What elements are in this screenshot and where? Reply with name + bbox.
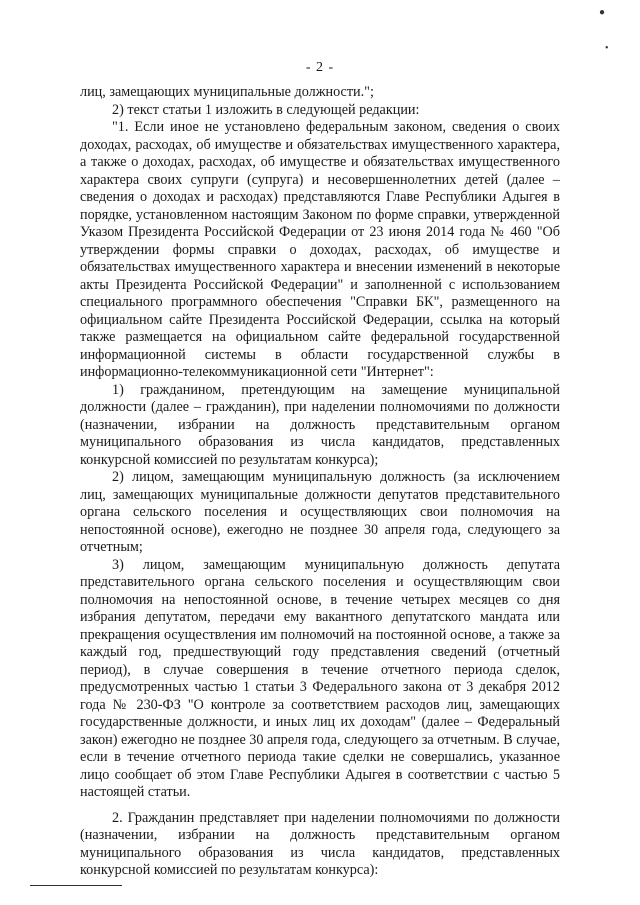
paragraph-article-1-part-2: 2. Гражданин представляет при наделении полномочиями по должности (назначении, избрании на должность представительным органом муниципального образования из числа кандидатов, представленных конкурсной комиссией по результатам конкурса):	[80, 809, 560, 878]
paragraph-subitem-2: 2) лицом, замещающим муниципальную должность (за исключением лиц, замещающих муниципальные должности депутатов представительного органа сельского поселения и осуществляющих свои полномочия на непостоянной основе), ежегодно не позднее 30 апреля года, следующего за отчетным;	[80, 469, 560, 555]
document-body	[80, 84, 560, 880]
scan-mark: ●	[599, 7, 606, 18]
paragraph-continuation: лиц, замещающих муниципальные должности.";	[80, 84, 374, 100]
scan-mark: •	[605, 43, 609, 54]
footnote-divider	[30, 885, 122, 886]
paragraph-article-1-part-1: "1. Если иное не установлено федеральным законом, сведения о своих доходах, расходах, об имуществе и обязательствах имущественного характера, а также о доходах, расходах, об имуществе и обязательствах имущественного характера своих супруги (супруга) и несовершеннолетних детей (далее – сведения о доходах и расходах) представляются Главе Республики Адыгея в порядке, установленном настоящим Законом по форме справки, утвержденной Указом Президента Российской Федерации от 23 июня 2014 года № 460 "Об утверждении формы справки о доходах, расходах, об имуществе и обязательствах имущественного характера и внесении изменений в некоторые акты Президента Российской Федерации" и заполненной с использованием специального программного обеспечения "Справки БК", размещенного на официальном сайте Президента Российской Федерации, ссылка на который также размещается на официальном сайте федеральной государственной информационной системы в области государственной службы в информационно-телекоммуникационной сети "Интернет":	[80, 119, 560, 380]
paragraph-item-2: 2) текст статьи 1 изложить в следующей редакции:	[112, 101, 420, 118]
paragraph-subitem-3: 3) лицом, замещающим муниципальную должность депутата представительного органа сельского поселения и осуществляющим свои полномочия на непостоянной основе, в течение четырех месяцев со дня избрания депутатом, передачи ему вакантного депутатского мандата или прекращения осуществления им полномочий на постоянной основе, а также за каждый год, предшествующий году представления сведений (отчетный период), в случае совершения в течение отчетного периода сделок, предусмотренных частью 1 статьи 3 Федерального закона от 3 декабря 2012 года № 230-ФЗ "О контроле за соответствием расходов лиц, замещающих государственные должности, и иных лиц их доходам" (далее – Федеральный закон) ежегодно не позднее 30 апреля года, следующего за отчетным. В случае, если в течение отчетного периода такие сделки не совершались, указанное лицо сообщает об этом Главе Республики Адыгея в соответствии с частью 5 настоящей статьи.	[80, 556, 560, 800]
paragraph-subitem-1: 1) гражданином, претендующим на замещение муниципальной должности (далее – гражданин), при наделении полномочиями по должности (назначении, избрании на должность представительным органом муниципального образования из числа кандидатов, представленных конкурсной комиссией по результатам конкурса);	[80, 381, 560, 468]
page-number: - 2 -	[305, 60, 335, 75]
